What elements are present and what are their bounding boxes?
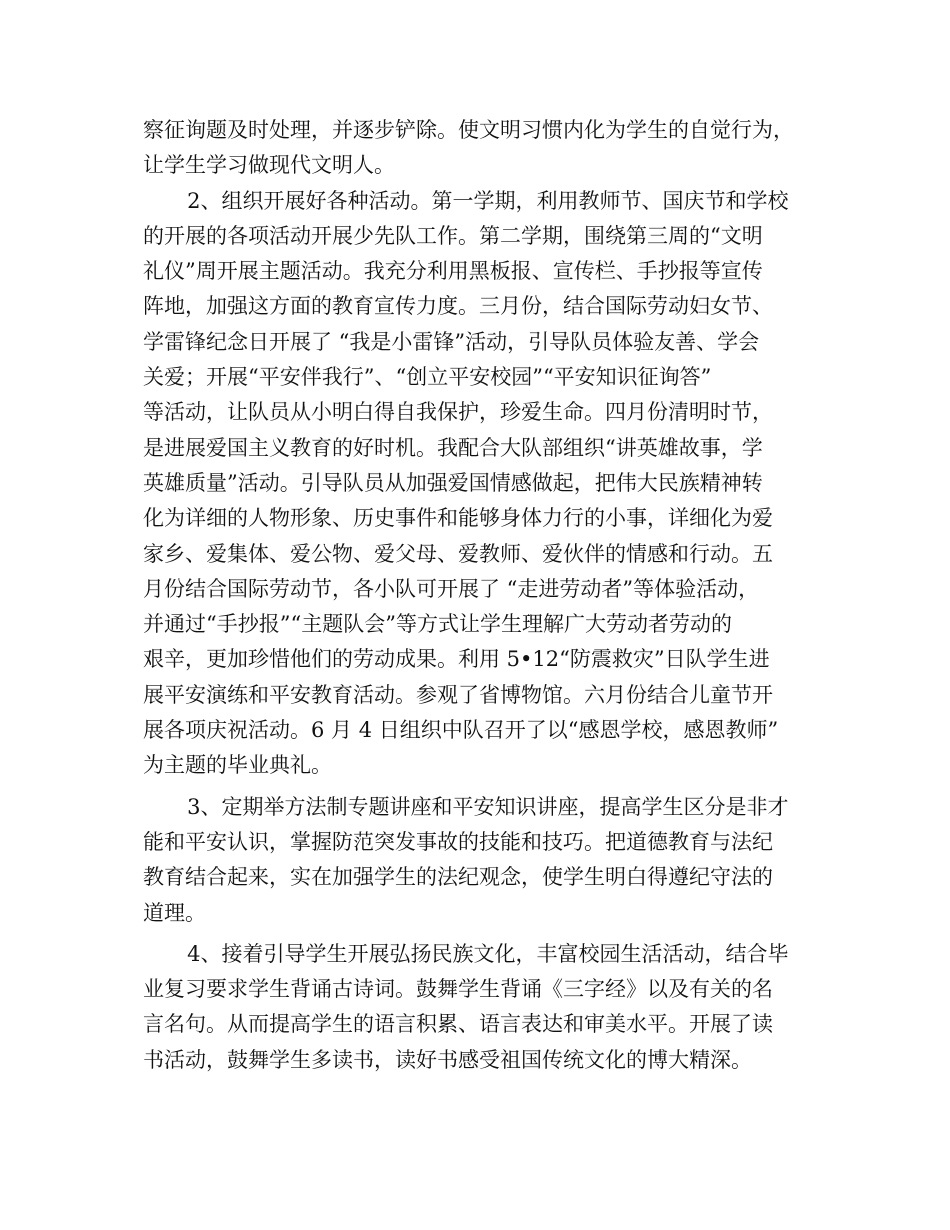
text-line: 展平安演练和平安教育活动。参观了省博物馆。六月份结合儿童节开	[143, 682, 773, 707]
text-line: 能和平安认识，掌握防范突发事故的技能和技巧。把道德教育与法纪	[143, 829, 773, 854]
text-line: 3、定期举方法制专题讲座和平安知识讲座，提高学生区分是非才	[187, 794, 789, 819]
text-line: 并通过“手抄报”“主题队会”等方式让学生理解广大劳动者劳动的	[143, 612, 732, 637]
text-line: 让学生学习做现代文明人。	[143, 153, 395, 178]
text-line: 教育结合起来，实在加强学生的法纪观念，使学生明白得遵纪守法的	[143, 865, 773, 890]
text-line: 言名句。从而提高学生的语言积累、语言表达和审美水平。开展了读	[143, 1012, 773, 1037]
paragraph-3	[143, 790, 813, 931]
text-line: 化为详细的人物形象、历史事件和能够身体力行的小事，详细化为爱	[143, 506, 773, 531]
paragraph-4	[143, 937, 813, 1078]
text-line: 关爱；开展“平安伴我行”、“创立平安校园”“平安知识征询答”	[143, 365, 712, 390]
text-line: 是进展爱国主义教育的好时机。我配合大队部组织“讲英雄故事，学	[143, 435, 763, 460]
text-line: 的开展的各项活动开展少先队工作。第二学期，围绕第三周的“文明	[143, 223, 763, 248]
text-line: 等活动，让队员从小明白得自我保护，珍爱生命。四月份清明时节，	[143, 400, 773, 425]
text-line: 道理。	[143, 900, 206, 925]
text-line: 阵地，加强这方面的教育宣传力度。三月份，结合国际劳动妇女节、	[143, 294, 773, 319]
paragraph-2	[143, 184, 813, 784]
text-line: 艰辛，更加珍惜他们的劳动成果。利用 5•12“防震救灾”日队学生进	[143, 647, 770, 672]
text-line: 2、组织开展好各种活动。第一学期，利用教师节、国庆节和学校	[187, 188, 789, 213]
text-line: 英雄质量”活动。引导队员从加强爱国情感做起，把伟大民族精神转	[143, 470, 763, 495]
text-line: 月份结合国际劳动节，各小队可开展了 “走进劳动者”等体验活动，	[143, 576, 760, 601]
text-line: 礼仪”周开展主题活动。我充分利用黑板报、宣传栏、手抄报等宣传	[143, 259, 763, 284]
text-line: 察征询题及时处理，并逐步铲除。使文明习惯内化为学生的自觉行为，	[143, 118, 794, 142]
text-line: 学雷锋纪念日开展了 “我是小雷锋”活动，引导队员体验友善、学会	[143, 329, 760, 354]
text-line: 家乡、爱集体、爱公物、爱父母、爱教师、爱伙伴的情感和行动。五	[143, 541, 773, 566]
text-line: 4、接着引导学生开展弘扬民族文化，丰富校园生活活动，结合毕	[187, 941, 789, 966]
paragraph-1	[143, 113, 813, 184]
text-line: 书活动，鼓舞学生多读书，读好书感受祖国传统文化的博大精深。	[143, 1047, 752, 1072]
text-line: 展各项庆祝活动。6 月 4 日组织中队召开了以“感恩学校，感恩教师”	[143, 718, 779, 743]
text-line: 业复习要求学生背诵古诗词。鼓舞学生背诵《三字经》以及有关的名	[143, 977, 773, 1002]
text-line: 为主题的毕业典礼。	[143, 753, 332, 778]
document-body	[143, 113, 813, 1078]
